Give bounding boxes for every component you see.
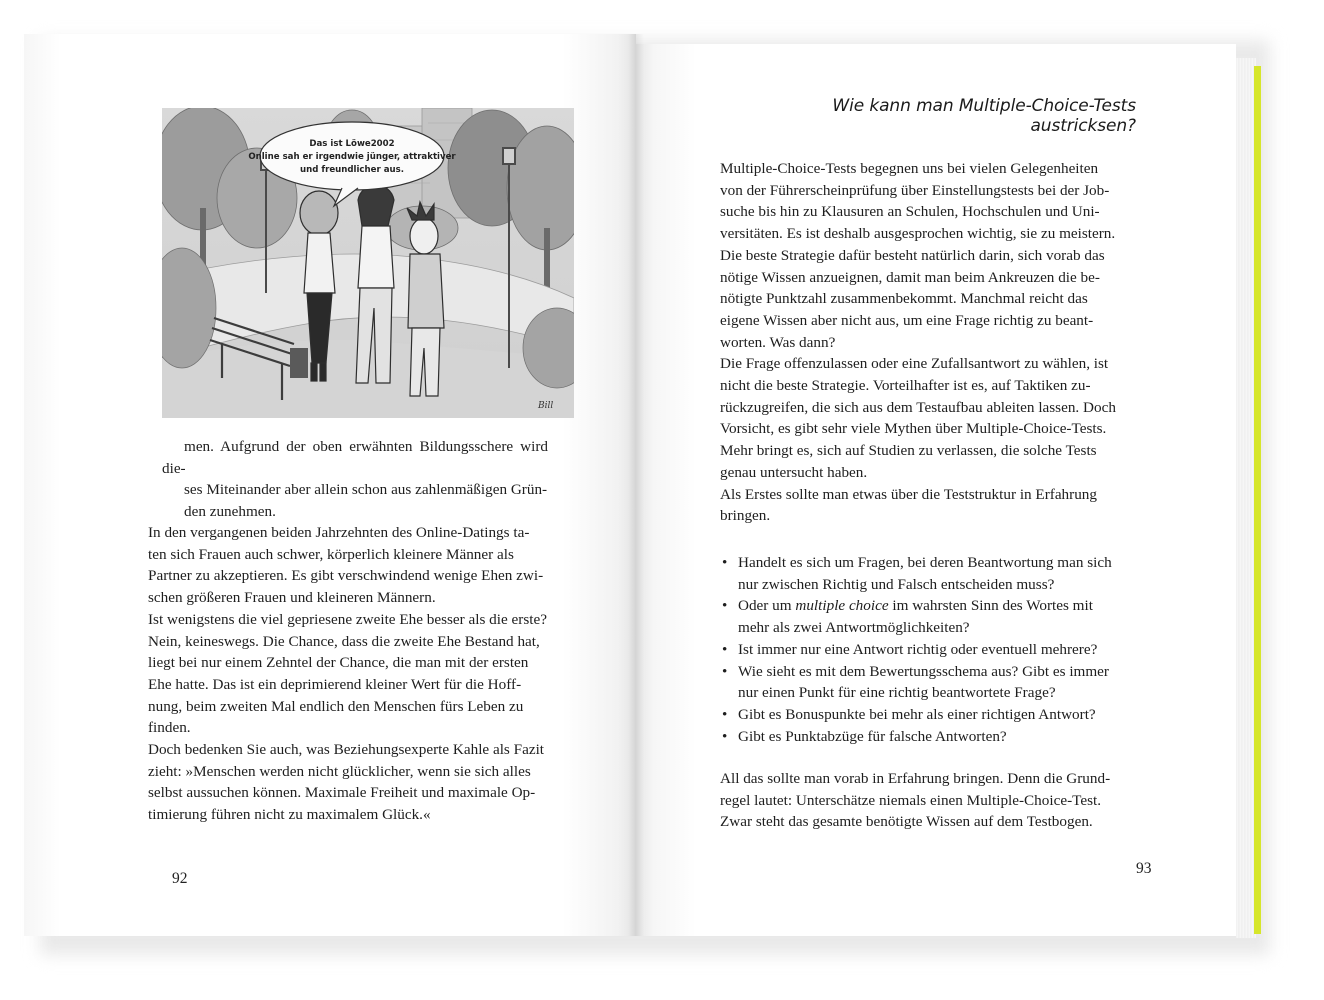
text-line: Ehe hatte. Das ist ein deprimierend kleiner Wert für die Hoff-	[148, 675, 522, 693]
text-line: In den vergangenen beiden Jahrzehnten des Online-Datings ta-	[148, 524, 530, 541]
text-line: Vorsicht, es gibt sehr viele Mythen über Multiple-Choice-Tests.	[720, 420, 1107, 438]
text-line: Mehr bringt es, sich auf Studien zu verlassen, die solche Tests	[720, 442, 1097, 460]
bullet-line: • Gibt es Bonuspunkte bei mehr als einer richtigen Antwort?	[738, 705, 1096, 723]
page-block-edge	[1236, 58, 1256, 938]
bullet-line: • Ist immer nur eine Antwort richtig oder eventuell mehrere?	[738, 640, 1098, 658]
text-line: Ist wenigstens die viel gepriesene zweite Ehe besser als die erste?	[148, 610, 547, 628]
bullet-line: • Gibt es Punktabzüge für falsche Antworten?	[738, 727, 1007, 745]
speech-bubble-line-3: und freundlicher aus.	[299, 165, 405, 175]
illustration-continuation-text	[162, 436, 548, 523]
text-line: All das sollte man vorab in Erfahrung bringen. Denn die Grund-	[720, 770, 1111, 787]
bullet-line	[738, 595, 1146, 617]
bullet-item	[720, 595, 1146, 638]
cartoon-drawing	[162, 108, 574, 418]
book-gutter	[628, 34, 644, 936]
text-line: genau untersucht haben.	[720, 463, 868, 481]
text-line: bringen.	[720, 507, 771, 525]
text-line: nötige Wissen anzueignen, damit man beim Ankreuzen die be-	[720, 268, 1100, 286]
text-line: men. Aufgrund der oben erwähnten Bildungsschere wird die-	[162, 438, 548, 477]
bullet-line: nur zwischen Richtig und Falsch entscheiden muss?	[738, 575, 1055, 593]
text-line: Doch bedenken Sie auch, was Beziehungsexperte Kahle als Fazit	[148, 741, 545, 759]
bullet-text: Oder um	[738, 597, 796, 615]
text-line: den zunehmen.	[184, 503, 276, 521]
text-line: nötigte Punktzahl zusammenbekommt. Manchmal reicht das	[720, 290, 1088, 308]
text-line: rückzugreifen, die sich aus dem Testaufbau ableiten lassen. Doch	[720, 398, 1116, 416]
text-line: Die Frage offenzulassen oder eine Zufallsantwort zu wählen, ist	[720, 355, 1109, 373]
text-line: Die beste Strategie dafür besteht natürlich darin, sich vorab das	[720, 246, 1105, 264]
text-line: Nein, keineswegs. Die Chance, dass die zweite Ehe Bestand hat,	[148, 632, 540, 650]
right-intro-text	[720, 158, 1146, 527]
bullet-item	[720, 726, 1146, 748]
bullet-italic-term: multiple choice	[795, 597, 889, 615]
speech-bubble-line-2: Online sah er irgendwie jünger, attraktiver	[248, 152, 456, 162]
bullet-text: im wahrsten Sinn des Wortes mit	[888, 597, 1093, 615]
bullet-item	[720, 704, 1146, 726]
right-page	[636, 44, 1236, 936]
text-line: Partner zu akzeptieren. Es gibt verschwindend wenige Ehen zwi-	[148, 567, 544, 585]
text-line: ten sich Frauen auch schwer, körperlich kleinere Männer als	[148, 545, 514, 563]
text-line: finden.	[148, 719, 191, 737]
section-heading: Wie kann man Multiple-Choice-Tests austricksen?	[832, 96, 1136, 136]
page-number-left: 92	[172, 870, 188, 887]
text-line: timierung führen nicht zu maximalem Glück.«	[148, 806, 431, 824]
left-body-text	[148, 522, 548, 826]
text-line: Multiple-Choice-Tests begegnen uns bei vielen Gelegenheiten	[720, 160, 1099, 177]
bullet-line: • Handelt es sich um Fragen, bei deren Beantwortung man sich	[738, 554, 1112, 571]
text-line: versitäten. Es ist deshalb ausgesprochen wichtig, sie zu meistern.	[720, 225, 1116, 243]
bullet-line: • Wie sieht es mit dem Bewertungsschema aus? Gibt es immer	[738, 662, 1109, 680]
page-number-right: 93	[1136, 860, 1152, 877]
question-bullet-list	[720, 552, 1146, 747]
bullet-item	[720, 661, 1146, 704]
artist-signature: Bill	[538, 401, 554, 411]
text-line: nung, beim zweiten Mal endlich den Menschen fürs Leben zu	[148, 697, 524, 715]
text-line: worten. Was dann?	[720, 333, 836, 351]
text-line: Als Erstes sollte man etwas über die Teststruktur in Erfahrung	[720, 485, 1097, 503]
right-closing-text	[720, 768, 1146, 833]
text-line: ses Miteinander aber allein schon aus zahlenmäßigen Grün-	[184, 481, 548, 499]
text-line: zieht: »Menschen werden nicht glücklicher, wenn sie sich alles	[148, 762, 531, 780]
text-line: nicht die beste Strategie. Vorteilhafter ist es, auf Taktiken zu-	[720, 377, 1091, 395]
speech-bubble-line-1: Das ist Löwe2002	[309, 139, 395, 149]
text-line: von der Führerscheinprüfung über Einstellungstests bei der Job-	[720, 181, 1110, 199]
text-line: suche bis hin zu Klausuren an Schulen, Hochschulen und Uni-	[720, 203, 1100, 221]
text-line: selbst aussuchen können. Maximale Freiheit und maximale Op-	[148, 784, 536, 802]
bullet-item	[720, 552, 1146, 595]
bullet-line: mehr als zwei Antwortmöglichkeiten?	[738, 619, 970, 637]
text-line: Zwar steht das gesamte benötigte Wissen auf dem Testbogen.	[720, 813, 1093, 831]
cartoon-illustration	[162, 108, 574, 418]
left-page	[24, 34, 636, 936]
text-line: liegt bei nur einem Zehntel der Chance, die man mit der ersten	[148, 654, 529, 672]
bullet-line: nur einen Punkt für eine richtig beantwortete Frage?	[738, 684, 1056, 702]
cover-edge	[1254, 66, 1261, 934]
text-line: eigene Wissen aber nicht aus, um eine Frage richtig zu beant-	[720, 311, 1094, 329]
text-line: regel lautet: Unterschätze niemals einen Multiple-Choice-Test.	[720, 791, 1102, 809]
text-line: schen größeren Frauen und kleineren Männern.	[148, 589, 436, 607]
bullet-item	[720, 639, 1146, 661]
